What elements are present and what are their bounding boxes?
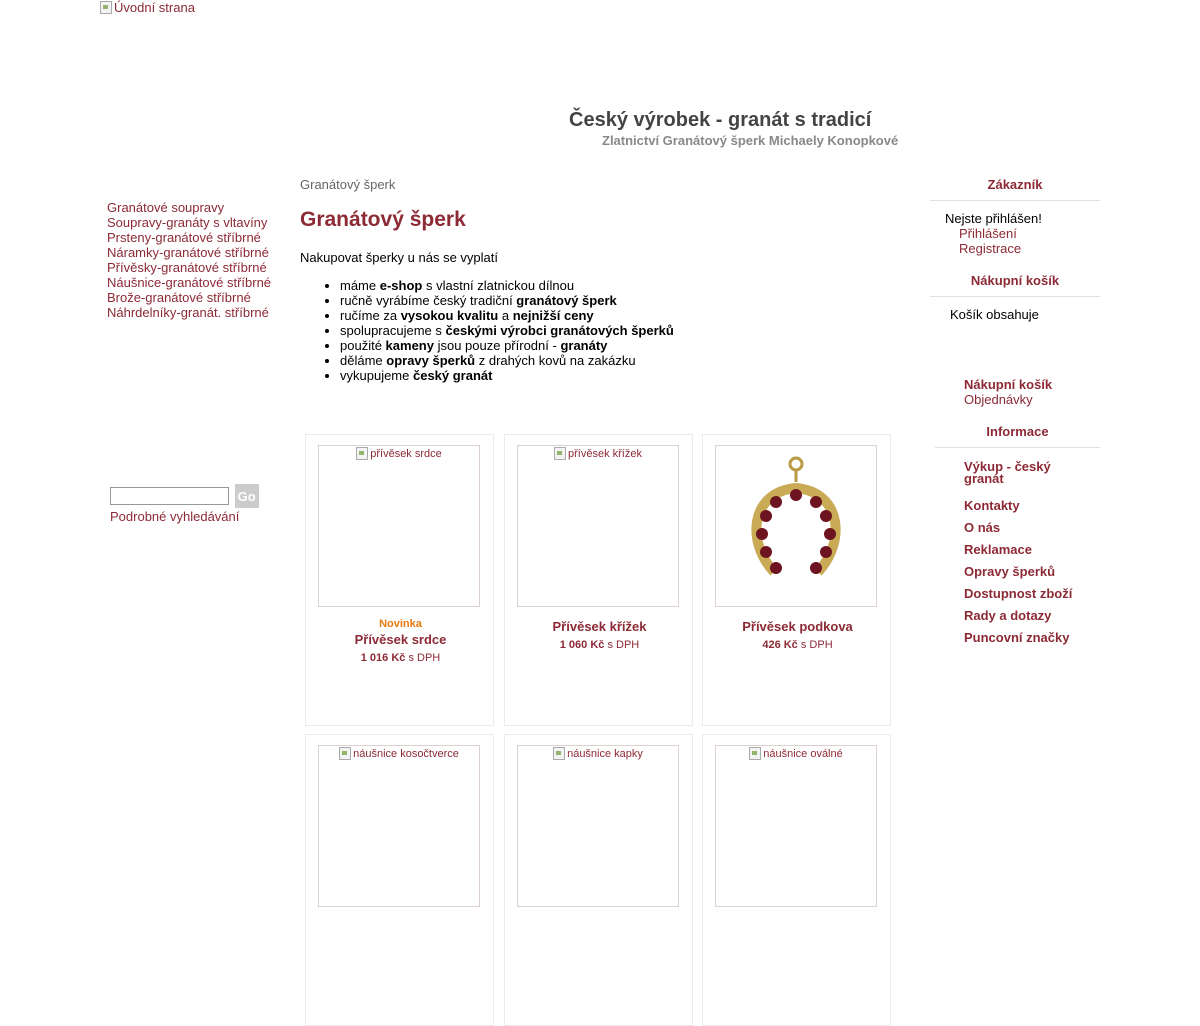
benefit-text: ručně vyrábíme český tradiční bbox=[340, 293, 517, 308]
broken-image bbox=[749, 747, 843, 760]
category-link[interactable]: Náramky-granátové stříbrné bbox=[107, 245, 269, 260]
benefit-highlight: českými výrobci granátových šperků bbox=[445, 323, 674, 338]
image-alt-text: náušnice oválné bbox=[763, 747, 843, 760]
benefit-item bbox=[340, 308, 674, 323]
broken-image-icon bbox=[749, 747, 761, 760]
product-card[interactable] bbox=[305, 434, 494, 726]
info-link-kontakty[interactable]: Kontakty bbox=[964, 498, 1020, 513]
site-subtitle: Zlatnictví Granátový šperk Michaely Konopkové bbox=[602, 133, 899, 148]
info-link-vykup[interactable]: Výkup - český granát bbox=[964, 459, 1051, 486]
product-card[interactable] bbox=[504, 734, 693, 1026]
benefit-item bbox=[340, 368, 674, 383]
category-link[interactable]: Náušnice-granátové stříbrné bbox=[107, 275, 272, 290]
price-value: 1 060 Kč bbox=[559, 639, 605, 651]
benefit-item bbox=[340, 278, 674, 293]
benefit-item bbox=[340, 338, 674, 353]
info-link-reklamace[interactable]: Reklamace bbox=[964, 542, 1032, 557]
benefit-text: máme bbox=[340, 278, 380, 293]
benefit-highlight: opravy šperků bbox=[386, 353, 476, 368]
broken-image-icon bbox=[553, 747, 565, 760]
info-link-punc[interactable]: Puncovní značky bbox=[964, 630, 1070, 645]
category-link[interactable]: Přívěsky-granátové stříbrné bbox=[107, 260, 267, 275]
benefit-text: s vlastní zlatnickou dílnou bbox=[422, 278, 575, 293]
new-badge: Novinka bbox=[379, 618, 422, 630]
image-alt-text: náušnice kapky bbox=[567, 747, 643, 760]
product-name[interactable]: Přívěsek srdce bbox=[354, 632, 447, 647]
broken-image-icon bbox=[356, 447, 368, 460]
product-card[interactable] bbox=[702, 734, 891, 1026]
category-link[interactable]: Soupravy-granáty s vltavíny bbox=[107, 215, 268, 230]
site-title: Český výrobek - granát s tradicí bbox=[569, 109, 872, 131]
broken-image bbox=[554, 447, 642, 460]
vat-label: s DPH bbox=[607, 639, 640, 651]
image-alt-text: náušnice kosočtverce bbox=[353, 747, 459, 760]
cart-heading: Nákupní košík bbox=[970, 273, 1060, 288]
product-image[interactable] bbox=[715, 745, 877, 907]
orders-link[interactable]: Objednávky bbox=[964, 392, 1033, 407]
advanced-search-link[interactable]: Podrobné vyhledávání bbox=[110, 509, 240, 524]
info-heading: Informace bbox=[986, 424, 1049, 439]
info-link-dostupnost[interactable]: Dostupnost zboží bbox=[964, 586, 1073, 601]
benefit-highlight: český granát bbox=[412, 368, 493, 383]
benefit-text: a bbox=[498, 308, 513, 323]
info-link-opravy[interactable]: Opravy šperků bbox=[964, 564, 1056, 579]
benefit-text: jsou pouze přírodní - bbox=[433, 338, 561, 353]
divider bbox=[930, 296, 1100, 297]
horseshoe-pendant-icon bbox=[736, 452, 856, 602]
info-link-rady[interactable]: Rady a dotazy bbox=[964, 608, 1052, 623]
broken-image-icon bbox=[554, 447, 566, 460]
product-image[interactable] bbox=[715, 445, 877, 607]
broken-image bbox=[339, 747, 459, 760]
benefit-highlight: e-shop bbox=[379, 278, 423, 293]
login-status: Nejste přihlášen! bbox=[945, 211, 1042, 226]
broken-image-icon bbox=[339, 747, 351, 760]
image-alt-text: přívěsek srdce bbox=[370, 447, 442, 460]
category-link[interactable]: Náhrdelníky-granát. stříbrné bbox=[107, 305, 269, 320]
product-price bbox=[703, 639, 892, 651]
benefit-highlight: kameny bbox=[385, 338, 434, 353]
benefit-item bbox=[340, 293, 674, 308]
search-go-button[interactable]: Go bbox=[235, 484, 259, 508]
vat-label: s DPH bbox=[800, 639, 833, 651]
logo-alt-text: Úvodní strana bbox=[114, 0, 195, 15]
register-link[interactable]: Registrace bbox=[959, 241, 1022, 256]
breadcrumb: Granátový šperk bbox=[300, 177, 396, 192]
home-logo-link[interactable] bbox=[100, 0, 195, 15]
broken-image bbox=[356, 447, 442, 460]
product-image[interactable] bbox=[517, 745, 679, 907]
benefit-highlight: granátový šperk bbox=[516, 293, 617, 308]
vat-label: s DPH bbox=[408, 652, 441, 664]
benefit-text: spolupracujeme s bbox=[340, 323, 446, 338]
benefit-text: z drahých kovů na zakázku bbox=[475, 353, 636, 368]
product-image[interactable] bbox=[318, 745, 480, 907]
product-price bbox=[505, 639, 694, 651]
broken-image-icon bbox=[100, 1, 112, 14]
benefit-highlight: vysokou kvalitu bbox=[400, 308, 499, 323]
category-nav bbox=[107, 200, 271, 320]
product-price bbox=[306, 652, 495, 664]
category-link[interactable]: Granátové soupravy bbox=[107, 200, 225, 215]
benefit-text: ručíme za bbox=[340, 308, 401, 323]
benefit-text: vykupujeme bbox=[340, 368, 413, 383]
image-alt-text: přívěsek křížek bbox=[568, 447, 642, 460]
divider bbox=[930, 200, 1100, 201]
product-image[interactable] bbox=[318, 445, 480, 607]
product-name[interactable]: Přívěsek křížek bbox=[552, 619, 647, 634]
benefit-item bbox=[340, 353, 674, 368]
price-value: 1 016 Kč bbox=[360, 652, 406, 664]
cart-link[interactable]: Nákupní košík bbox=[964, 377, 1053, 392]
benefit-item bbox=[340, 323, 674, 338]
login-link[interactable]: Přihlášení bbox=[959, 226, 1017, 241]
broken-image bbox=[553, 747, 643, 760]
product-card[interactable] bbox=[702, 434, 891, 726]
benefit-text: použité bbox=[340, 338, 386, 353]
page-title: Granátový šperk bbox=[300, 208, 466, 231]
category-link[interactable]: Brože-granátové stříbrné bbox=[107, 290, 251, 305]
info-links bbox=[964, 461, 1084, 649]
product-image[interactable] bbox=[517, 445, 679, 607]
product-card[interactable] bbox=[504, 434, 693, 726]
search-input[interactable] bbox=[110, 487, 229, 505]
intro-text: Nakupovat šperky u nás se vyplatí bbox=[300, 250, 498, 265]
price-value: 426 Kč bbox=[762, 639, 798, 651]
customer-heading: Zákazník bbox=[987, 177, 1043, 192]
benefits-list bbox=[300, 278, 674, 383]
divider bbox=[935, 447, 1100, 448]
product-card[interactable] bbox=[305, 734, 494, 1026]
cart-summary: Košík obsahuje bbox=[950, 307, 1039, 322]
benefit-highlight: granáty bbox=[560, 338, 608, 353]
benefit-highlight: nejnižší ceny bbox=[512, 308, 594, 323]
category-link[interactable]: Prsteny-granátové stříbrné bbox=[107, 230, 261, 245]
info-link-o-nas[interactable]: O nás bbox=[964, 520, 1001, 535]
product-name[interactable]: Přívěsek podkova bbox=[742, 619, 853, 634]
search-box bbox=[110, 484, 259, 508]
benefit-text: děláme bbox=[340, 353, 387, 368]
